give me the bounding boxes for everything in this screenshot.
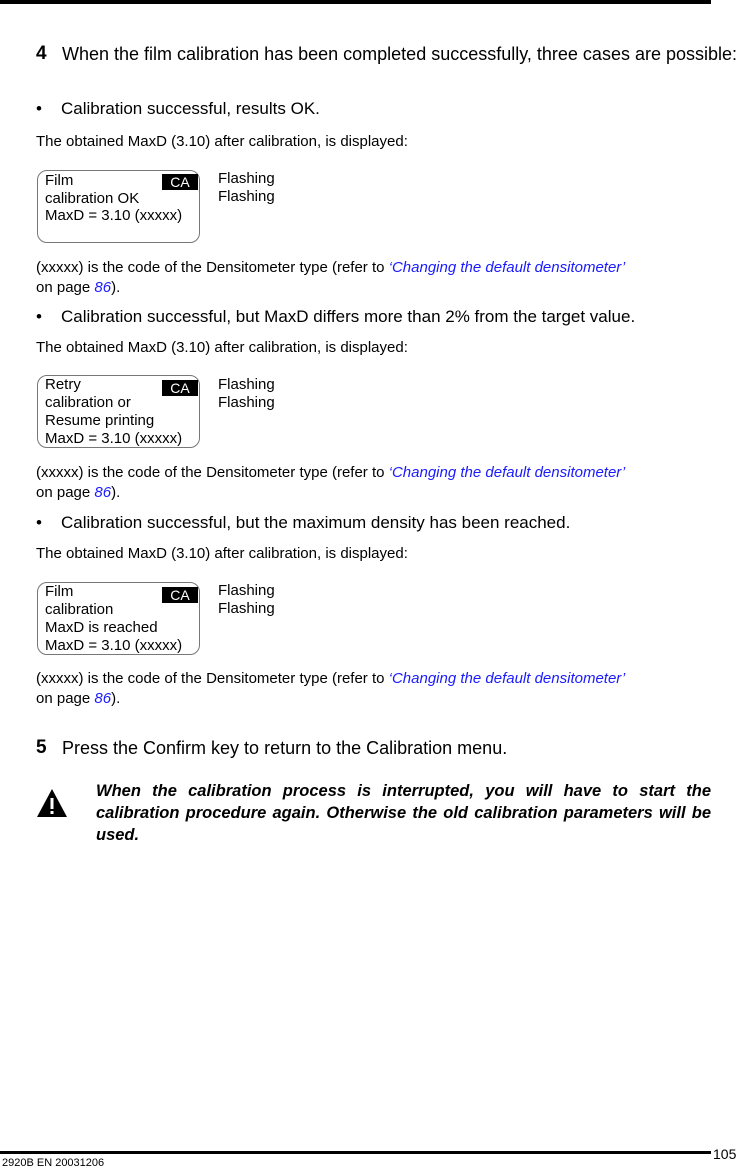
densitometer-link[interactable]: ‘Changing the default densitometer’ bbox=[388, 464, 626, 481]
ca-badge: CA bbox=[162, 587, 198, 603]
page-link[interactable]: 86 bbox=[94, 279, 112, 296]
step-number-4: 4 bbox=[36, 43, 47, 64]
doc-code: 2920B EN 20031206 bbox=[2, 1157, 105, 1169]
note-text: (xxxxx) is the code of the Densitometer type (refer to bbox=[36, 670, 389, 687]
lcd-line: MaxD = 3.10 (xxxxx) bbox=[45, 637, 183, 654]
lcd-line: calibration OK bbox=[45, 190, 140, 207]
case-1-bullet: Calibration successful, results OK. bbox=[61, 99, 320, 118]
header-rule bbox=[0, 0, 711, 4]
note-text: (xxxxx) is the code of the Densitometer type (refer to bbox=[36, 259, 389, 276]
case-3-note bbox=[36, 669, 716, 709]
step-4-text: When the film calibration has been completed successfully, three cases are possible: bbox=[62, 44, 738, 64]
case-1-note bbox=[36, 258, 716, 298]
note-text: on page bbox=[36, 484, 95, 501]
lcd-line: Film bbox=[45, 172, 74, 189]
step-5-text: Press the Confirm key to return to the Calibration menu. bbox=[62, 738, 508, 758]
lcd-line: MaxD = 3.10 (xxxxx) bbox=[45, 207, 183, 224]
case-2-note bbox=[36, 463, 716, 503]
lcd-display-2 bbox=[37, 375, 200, 448]
case-3-bullet: Calibration successful, but the maximum density has been reached. bbox=[61, 513, 571, 532]
lcd-line: Resume printing bbox=[45, 412, 155, 429]
lcd-line: MaxD = 3.10 (xxxxx) bbox=[45, 430, 183, 447]
bullet-dot: • bbox=[36, 513, 42, 532]
bullet-dot: • bbox=[36, 307, 42, 326]
case-2-intro: The obtained MaxD (3.10) after calibration, is displayed: bbox=[36, 339, 408, 356]
page-link[interactable]: 86 bbox=[94, 484, 112, 501]
lcd-line: MaxD is reached bbox=[45, 619, 158, 636]
lcd-line: Retry bbox=[45, 376, 81, 393]
note-text: ). bbox=[111, 690, 121, 707]
note-text: on page bbox=[36, 690, 95, 707]
lcd-display-3 bbox=[37, 582, 200, 655]
note-text: ). bbox=[111, 279, 121, 296]
lcd-line: calibration or bbox=[45, 394, 131, 411]
flashing-label: Flashing bbox=[218, 394, 275, 411]
case-3-intro: The obtained MaxD (3.10) after calibration, is displayed: bbox=[36, 545, 408, 562]
ca-badge: CA bbox=[162, 380, 198, 396]
lcd-line: calibration bbox=[45, 601, 114, 618]
flashing-label: Flashing bbox=[218, 600, 275, 617]
densitometer-link[interactable]: ‘Changing the default densitometer’ bbox=[388, 259, 626, 276]
page-link[interactable]: 86 bbox=[94, 690, 112, 707]
warning-triangle-icon bbox=[36, 787, 68, 819]
ca-badge: CA bbox=[162, 174, 198, 190]
note-text: (xxxxx) is the code of the Densitometer type (refer to bbox=[36, 464, 389, 481]
page-number: 105 bbox=[713, 1146, 737, 1162]
flashing-label: Flashing bbox=[218, 170, 275, 187]
densitometer-link[interactable]: ‘Changing the default densitometer’ bbox=[388, 670, 626, 687]
case-1-intro: The obtained MaxD (3.10) after calibration, is displayed: bbox=[36, 133, 408, 150]
flashing-label: Flashing bbox=[218, 376, 275, 393]
lcd-line: Film bbox=[45, 583, 74, 600]
note-text: ). bbox=[111, 484, 121, 501]
lcd-display-1 bbox=[37, 170, 200, 243]
note-text: on page bbox=[36, 279, 95, 296]
footer-rule bbox=[0, 1151, 711, 1154]
flashing-label: Flashing bbox=[218, 582, 275, 599]
step-number-5: 5 bbox=[36, 737, 47, 758]
flashing-label: Flashing bbox=[218, 188, 275, 205]
bullet-dot: • bbox=[36, 99, 42, 118]
case-2-bullet: Calibration successful, but MaxD differs more than 2% from the target value. bbox=[61, 307, 636, 326]
warning-note: When the calibration process is interrupted, you will have to start the calibration procedure again. Otherwise the old calibration parameters will be used. bbox=[96, 782, 711, 844]
